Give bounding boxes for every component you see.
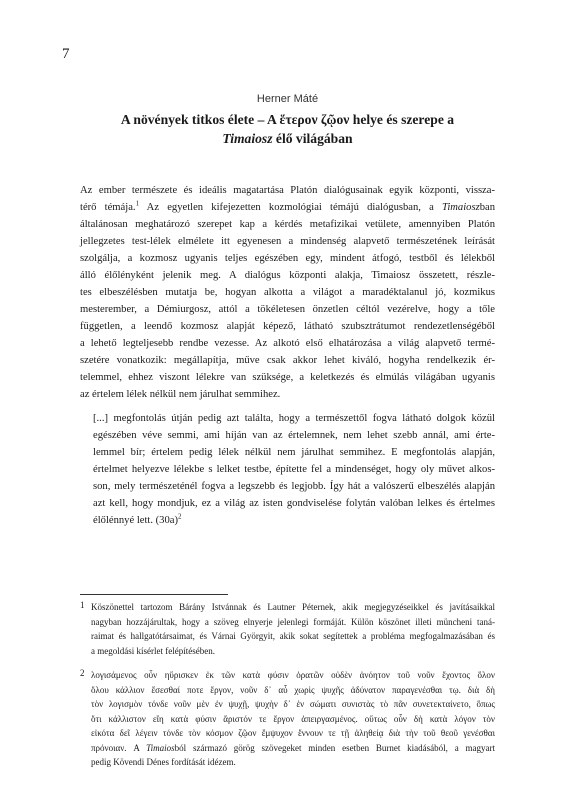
block-quote xyxy=(93,410,495,529)
footnote-line: a megoldási kísérlet felépítésében. xyxy=(91,645,215,656)
title-italic: Timaiosz xyxy=(222,131,273,146)
quote-line-text: élőlénnyé lett. (30a) xyxy=(93,515,179,526)
main-line: az értelem lélek nélkül nem járulhat semmihez. xyxy=(80,389,281,400)
footnote-line: λογισάμενος οὖν ηὕρισκεν ἐκ τῶν κατὰ φύσιν ὁρατῶν οὐδὲν ἀνόητον τοῦ νοῦν ἔχοντος ὅλον xyxy=(91,670,495,680)
footnote-number: 2 xyxy=(80,668,85,678)
quote-line: értelmet helyezve lélekbe s lelket testbe, építette fel a mindenséget, hogy oly művet alkos- xyxy=(93,464,495,475)
footnote-line: τὸν λογισμὸν τόνδε νοῦν μὲν ἐν ψυχῇ, ψυχὴν δ᾽ ἐν σώματι συνιστὰς τὸ πᾶν συνετεκταίνετο, ὅπως xyxy=(91,699,495,709)
footnote-line: ὅτι κάλλιστον εἴη κατὰ φύσιν ἄριστόν τε ἔργον ἀπειργασμένος. οὕτως οὖν δὴ κατὰ λόγον τὸν xyxy=(91,713,495,724)
footnote-ref-1[interactable]: 1 xyxy=(135,199,140,208)
page-number: 7 xyxy=(62,46,70,62)
author-name: Herner Máté xyxy=(256,93,319,105)
main-line-text: ban xyxy=(479,202,496,213)
quote-line xyxy=(93,512,495,529)
main-line: telemmel, ehhez viszont lélekre van szüksége, a keletkezés és elmúlás világában ugyanis xyxy=(80,372,495,383)
footnote-2 xyxy=(80,668,495,770)
title-line-1: A növények titkos élete – A ἕτερον ζῷον helye és szerepe a xyxy=(120,112,455,127)
main-paragraph xyxy=(80,182,495,403)
main-line: álló élőlényként jelenik meg. A dialógus központi alakja, Timaiosz összetett, részle- xyxy=(80,270,495,281)
footnote-line: raimat és hallgatótársaimat, és Várnai Györgyit, akik sokat segítettek a probléma megfogalmazásában és xyxy=(91,631,495,641)
main-line xyxy=(80,199,495,216)
footnote-line: pedig Kövendi Dénes fordítását idézem. xyxy=(91,757,236,767)
footnote-line: εἰκότα δεῖ λέγειν τόνδε τὸν κόσμον ζῷον ἔμψυχον ἔννουν τε τῇ ἀληθείᾳ διὰ τὴν τοῦ θεοῦ γενέσθαι xyxy=(91,728,495,738)
footnote-line: Köszönettel tartozom Bárány Istvánnak és Lautner Péternek, akik megjegyzéseikkel és javításaikkal xyxy=(91,602,495,612)
main-line: tes elbeszélésben mutatja be, hogyan alkotta a világot a maradéktalanul jó, kozmikus xyxy=(80,287,495,298)
main-line: Az ember természete és ideális magatartása Platón dialógusainak egyik központi, vissza- xyxy=(80,185,495,196)
quote-line: azt kell, hogy mondjuk, ez a világ az isten gondviselése folytán valóban lelkes és értelmes xyxy=(93,498,495,509)
footnote-line: ὅλου κάλλιον ἔσεσθαί ποτε ἔργον, νοῦν δ᾽ αὖ χωρὶς ψυχῆς ἀδύνατον παραγενέσθαι τῳ. διὰ δὴ xyxy=(91,684,495,695)
quote-line: son, mely természeténél fogva a legszebb és legjobb. Így hát a valószerű elbeszélés alapján xyxy=(93,481,495,492)
footnote-text: πρόνοιαν. A xyxy=(91,742,147,753)
main-line-text: Az egyetlen kifejezetten kozmológiai témájú dialógusban, a xyxy=(139,202,443,213)
article-title xyxy=(80,110,495,148)
footnote-text: ból származó görög szövegeket minden esetben Burnet kiadásából, a magyart xyxy=(174,742,495,753)
main-line: szetére vonatkozik: megállapítja, műve csak akkor lehet kiváló, hogyha rendelkezik ér- xyxy=(80,355,495,366)
main-line: általánosan meghatározó szerepet kap a kérdés metafizikai vetülete, amennyiben Platón xyxy=(80,219,495,230)
main-line: szolgálja, a kozmosz ugyanis teljes egészében egy, mindent átfogó, testből és lélekből xyxy=(80,253,495,264)
footnote-ref-2[interactable]: 2 xyxy=(178,512,182,521)
footnote-1 xyxy=(80,600,495,658)
main-line: jellegzetes test-lélek elmélete itt egyenesen a mindenség alapvető természetének leírását xyxy=(80,236,495,247)
main-line: független, a leendő kozmosz alapját képező, látható szubsztrátumot rendezetlenségéből xyxy=(80,321,495,332)
footnote-divider xyxy=(80,594,228,595)
quote-line: lemmel bír; értelem pedig lélek nélkül nem járulhat semmihez. E megfontolás alapján, xyxy=(93,447,495,458)
footnote-line: nagyban hozzájárultak, hogy a szöveg elnyerje jelenlegi formáját. Külön köszönet illeti müncheni taná- xyxy=(91,616,495,627)
quote-line: egészében véve semmi, ami híján van az értelemnek, nem lehet szebb annál, ami érte- xyxy=(93,430,495,441)
main-line-text: térő témája. xyxy=(80,202,136,213)
main-line: mesterember, a Démiurgosz, attól a tökéletesen önzetlen céltól vezérelve, hogy a tőle xyxy=(80,304,495,315)
footnote-number: 1 xyxy=(80,600,85,610)
quote-line: [...] megfontolás útján pedig azt találta, hogy a természettől fogva látható dolgok közül xyxy=(93,413,495,424)
footnote-line xyxy=(91,741,495,756)
title-line-2 xyxy=(80,129,495,148)
title-rest: élő világában xyxy=(272,131,353,146)
main-line: a lehető legteljesebb rendbe vezesse. Az alkotó első elhatározása a világ alapvető termé- xyxy=(80,338,495,349)
footnote-italic: Timaios xyxy=(146,742,175,753)
main-italic: Timaiosz xyxy=(442,202,480,213)
